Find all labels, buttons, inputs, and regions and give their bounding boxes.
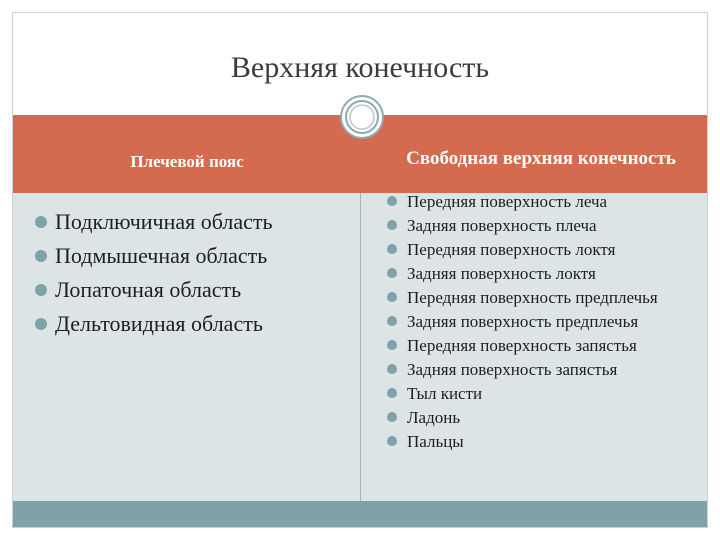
list-item: Задняя поверхность плеча (385, 217, 705, 234)
slide-title: Верхняя конечность (230, 51, 490, 84)
list-item: Лопаточная область (33, 276, 353, 304)
column-header-free-upper-limb: Свободная верхняя конечность (406, 148, 676, 169)
list-item: Передняя поверхность предплечья (385, 289, 705, 306)
list-item: Подключичная область (33, 208, 353, 236)
shoulder-girdle-list (33, 208, 353, 344)
list-item: Подмышечная область (33, 242, 353, 270)
list-item: Передняя поверхность локтя (385, 241, 705, 258)
column-divider (360, 193, 361, 503)
list-item: Задняя поверхность запястья (385, 361, 705, 378)
list-item: Пальцы (385, 433, 705, 450)
list-item: Передняя поверхность запястья (385, 337, 705, 354)
footer-band (13, 501, 707, 527)
list-item: Ладонь (385, 409, 705, 426)
list-item: Передняя поверхность леча (385, 193, 705, 210)
column-header-shoulder-girdle: Плечевой пояс (130, 152, 244, 171)
list-item: Задняя поверхность локтя (385, 265, 705, 282)
list-item: Тыл кисти (385, 385, 705, 402)
free-upper-limb-list (385, 193, 705, 457)
list-item: Задняя поверхность предплечья (385, 313, 705, 330)
slide (12, 12, 708, 528)
list-item: Дельтовидная область (33, 310, 353, 338)
ring-ornament-icon (339, 94, 385, 140)
